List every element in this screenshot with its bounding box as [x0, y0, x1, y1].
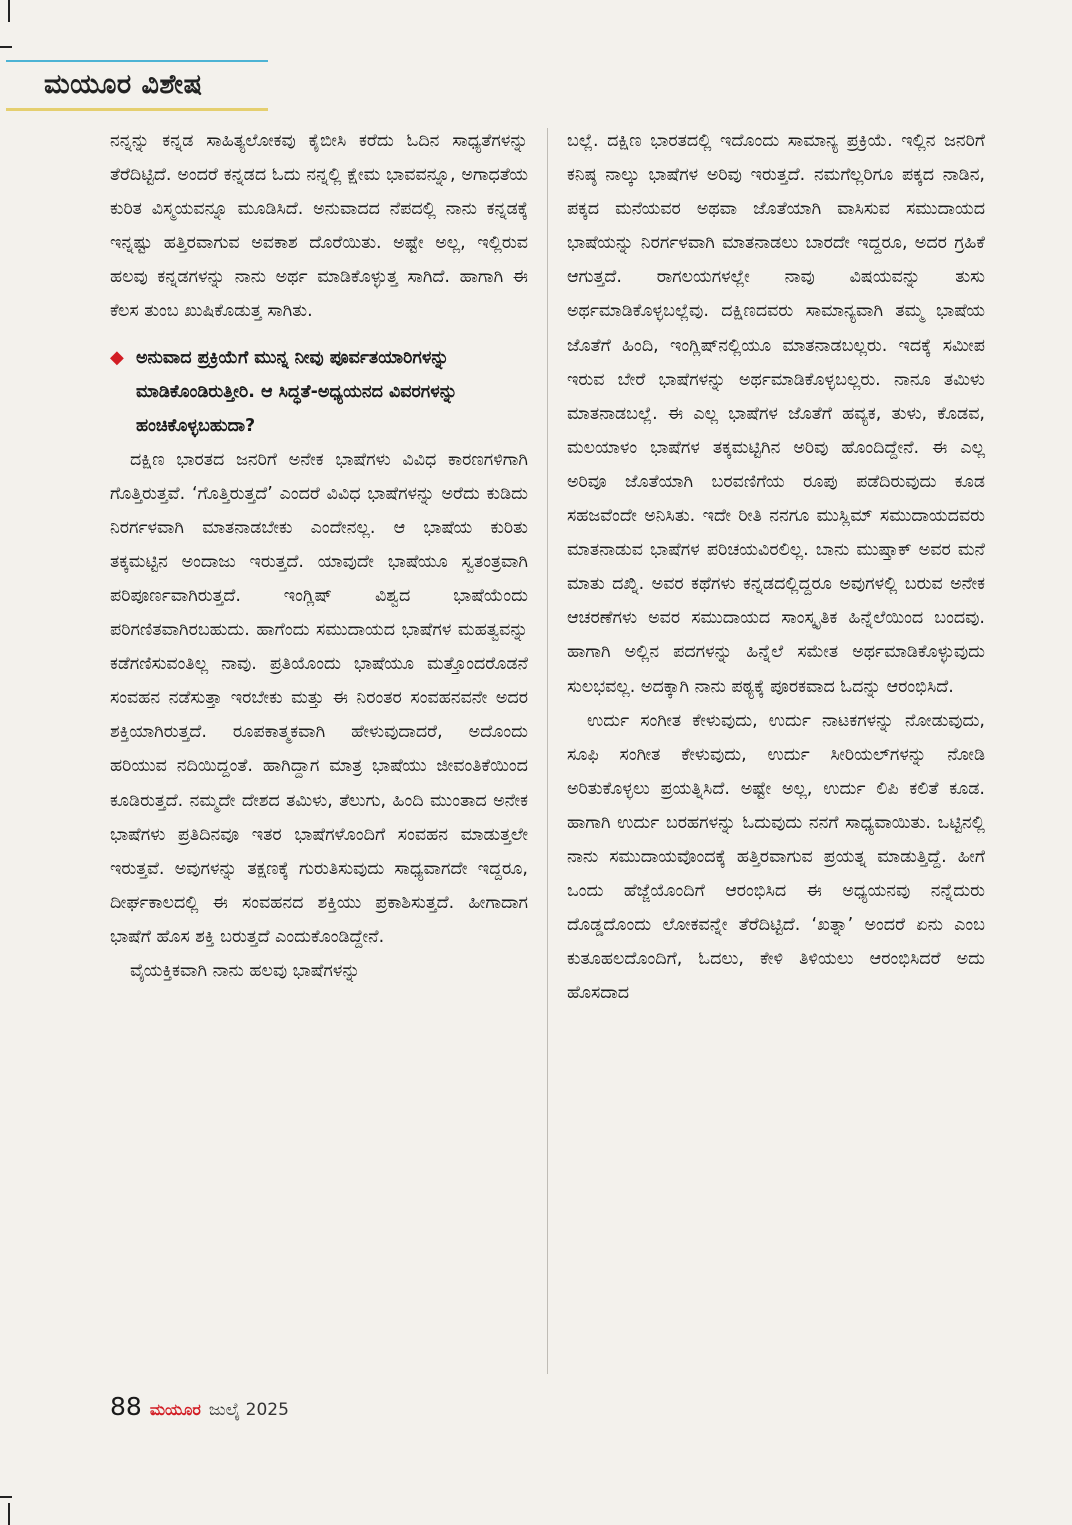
page-number: 88 — [110, 1392, 142, 1421]
left-column — [110, 124, 528, 988]
red-diamond-icon: ◆ — [110, 346, 124, 368]
left-paragraph-3: ವೈಯಕ್ತಿಕವಾಗಿ ನಾನು ಹಲವು ಭಾಷೆಗಳನ್ನು — [130, 960, 361, 981]
section-header — [6, 60, 268, 111]
left-paragraph-2: ದಕ್ಷಿಣ ಭಾರತದ ಜನರಿಗೆ ಅನೇಕ ಭಾಷೆಗಳು ವಿವಿಧ ಕಾರಣಗಳಿಗಾಗಿ ಗೊತ್ತಿರುತ್ತವೆ. ‘ಗೊತ್ತಿರುತ್ತದೆ’ ಎಂದರೆ ವಿವಿಧ ಭಾಷೆಗಳನ್ನು ಅರೆದು ಕುಡಿದು ನಿರರ್ಗಳವಾಗಿ ಮಾತನಾಡಬೇಕು ಎಂದೇನಲ್ಲ. ಆ ಭಾಷೆಯ ಕುರಿತು ತಕ್ಕಮಟ್ಟಿನ ಅಂದಾಜು ಇರುತ್ತದೆ. ಯಾವುದೇ ಭಾಷೆಯೂ ಸ್ವತಂತ್ರವಾಗಿ ಪರಿಪೂರ್ಣವಾಗಿರುತ್ತದೆ. ಇಂಗ್ಲಿಷ್ ವಿಶ್ವದ ಭಾಷೆಯೆಂದು ಪರಿಗಣಿತವಾಗಿರಬಹುದು. ಹಾಗೆಂದು ಸಮುದಾಯದ ಭಾಷೆಗಳ ಮಹತ್ವವನ್ನು ಕಡೆಗಣಿಸುವಂತಿಲ್ಲ ನಾವು. ಪ್ರತಿಯೊಂದು ಭಾಷೆಯೂ ಮತ್ತೊಂದರೊಡನೆ ಸಂವಹನ ನಡೆಸುತ್ತಾ ಇರಬೇಕು ಮತ್ತು ಈ ನಿರಂತರ ಸಂವಹನವನೇ ಅದರ ಶಕ್ತಿಯಾಗಿರುತ್ತದೆ. ರೂಪಕಾತ್ಮಕವಾಗಿ ಹೇಳುವುದಾದರೆ, ಅದೊಂದು ಹರಿಯುವ ನದಿಯಿದ್ದಂತೆ. ಹಾಗಿದ್ದಾಗ ಮಾತ್ರ ಭಾಷೆಯು ಜೀವಂತಿಕೆಯಿಂದ ಕೂಡಿರುತ್ತದೆ. ನಮ್ಮದೇ ದೇಶದ ತಮಿಳು, ತೆಲುಗು, ಹಿಂದಿ ಮುಂತಾದ ಅನೇಕ ಭಾಷೆಗಳು ಪ್ರತಿದಿನವೂ ಇತರ ಭಾಷೆಗಳೊಂದಿಗೆ ಸಂವಹನ ಮಾಡುತ್ತಲೇ ಇರುತ್ತವೆ. ಅವುಗಳನ್ನು ತಕ್ಷಣಕ್ಕೆ ಗುರುತಿಸುವುದು ಸಾಧ್ಯವಾಗದೇ ಇದ್ದರೂ, ದೀರ್ಘಕಾಲದಲ್ಲಿ ಈ ಸಂವಹನದ ಶಕ್ತಿಯು ಪ್ರಕಾಶಿಸುತ್ತದೆ. ಹೀಗಾದಾಗ ಭಾಷೆಗೆ ಹೊಸ ಶಕ್ತಿ ಬರುತ್ತದೆ ಎಂದುಕೊಂಡಿದ್ದೇನೆ. — [110, 449, 528, 947]
question-text: ಅನುವಾದ ಪ್ರಕ್ರಿಯೆಗೆ ಮುನ್ನ ನೀವು ಪೂರ್ವತಯಾರಿಗಳನ್ನು ಮಾಡಿಕೊಂಡಿರುತ್ತೀರಿ. ಆ ಸಿದ್ಧತೆ-ಅಧ್ಯಯನದ ವಿವರಗಳನ್ನು ಹಂಚಿಕೊಳ್ಳಬಹುದಾ? — [136, 347, 458, 436]
crop-mark-left-bottom — [0, 1496, 12, 1498]
page-footer — [110, 1392, 289, 1428]
crop-mark-top — [8, 0, 10, 22]
column-divider — [547, 128, 548, 1374]
magazine-name: ಮಯೂರ — [149, 1400, 201, 1419]
interview-question — [110, 341, 528, 443]
right-column — [567, 124, 985, 1010]
right-paragraph-1: ಬಲ್ಲೆ. ದಕ್ಷಿಣ ಭಾರತದಲ್ಲಿ ಇದೊಂದು ಸಾಮಾನ್ಯ ಪ್ರಕ್ರಿಯೆ. ಇಲ್ಲಿನ ಜನರಿಗೆ ಕನಿಷ್ಠ ನಾಲ್ಕು ಭಾಷೆಗಳ ಅರಿವು ಇರುತ್ತದೆ. ನಮಗೆಲ್ಲರಿಗೂ ಪಕ್ಕದ ನಾಡಿನ, ಪಕ್ಕದ ಮನೆಯವರ ಅಥವಾ ಜೊತೆಯಾಗಿ ವಾಸಿಸುವ ಸಮುದಾಯದ ಭಾಷೆಯನ್ನು ನಿರರ್ಗಳವಾಗಿ ಮಾತನಾಡಲು ಬಾರದೇ ಇದ್ದರೂ, ಅದರ ಗ್ರಹಿಕೆ ಆಗುತ್ತದೆ. ರಾಗಲಯಗಳಲ್ಲೇ ನಾವು ವಿಷಯವನ್ನು ತುಸು ಅರ್ಥಮಾಡಿಕೊಳ್ಳಬಲ್ಲೆವು. ದಕ್ಷಿಣದವರು ಸಾಮಾನ್ಯವಾಗಿ ತಮ್ಮ ಭಾಷೆಯ ಜೊತೆಗೆ ಹಿಂದಿ, ಇಂಗ್ಲಿಷ್‌ನಲ್ಲಿಯೂ ಮಾತನಾಡಬಲ್ಲರು. ಇದಕ್ಕೆ ಸಮೀಪ ಇರುವ ಬೇರೆ ಭಾಷೆಗಳನ್ನು ಅರ್ಥಮಾಡಿಕೊಳ್ಳಬಲ್ಲರು. ನಾನೂ ತಮಿಳು ಮಾತನಾಡಬಲ್ಲೆ. ಈ ಎಲ್ಲ ಭಾಷೆಗಳ ಜೊತೆಗೆ ಹವ್ಯಕ, ತುಳು, ಕೊಡವ, ಮಲಯಾಳಂ ಭಾಷೆಗಳ ತಕ್ಕಮಟ್ಟಿಗಿನ ಅರಿವು ಹೊಂದಿದ್ದೇನೆ. ಈ ಎಲ್ಲ ಅರಿವೂ ಜೊತೆಯಾಗಿ ಬರವಣಿಗೆಯ ರೂಪು ಪಡೆದಿರುವುದು ಕೂಡ ಸಹಜವೆಂದೇ ಅನಿಸಿತು. ಇದೇ ರೀತಿ ನನಗೂ ಮುಸ್ಲಿಮ್ ಸಮುದಾಯದವರು ಮಾತನಾಡುವ ಭಾಷೆಗಳ ಪರಿಚಯವಿರಲಿಲ್ಲ. ಬಾನು ಮುಷ್ತಾಕ್ ಅವರ ಮನೆ ಮಾತು ದಖ್ನಿ. ಅವರ ಕಥೆಗಳು ಕನ್ನಡದಲ್ಲಿದ್ದರೂ ಅವುಗಳಲ್ಲಿ ಬರುವ ಅನೇಕ ಆಚರಣೆಗಳು ಅವರ ಸಮುದಾಯದ ಸಾಂಸ್ಕೃತಿಕ ಹಿನ್ನೆಲೆಯಿಂದ ಬಂದವು. ಹಾಗಾಗಿ ಅಲ್ಲಿನ ಪದಗಳನ್ನು ಹಿನ್ನೆಲೆ ಸಮೇತ ಅರ್ಥಮಾಡಿಕೊಳ್ಳುವುದು ಸುಲಭವಲ್ಲ. ಅದಕ್ಕಾಗಿ ನಾನು ಪಠ್ಯಕ್ಕೆ ಪೂರಕವಾದ ಓದನ್ನು ಆರಂಭಿಸಿದೆ. — [567, 131, 985, 697]
crop-mark-bottom — [8, 1503, 10, 1525]
right-paragraph-2: ಉರ್ದು ಸಂಗೀತ ಕೇಳುವುದು, ಉರ್ದು ನಾಟಕಗಳನ್ನು ನೋಡುವುದು, ಸೂಫಿ ಸಂಗೀತ ಕೇಳುವುದು, ಉರ್ದು ಸೀರಿಯಲ್‌ಗಳನ್ನು ನೋಡಿ ಅರಿತುಕೊಳ್ಳಲು ಪ್ರಯತ್ನಿಸಿದೆ. ಅಷ್ಟೇ ಅಲ್ಲ, ಉರ್ದು ಲಿಪಿ ಕಲಿತೆ ಕೂಡ. ಹಾಗಾಗಿ ಉರ್ದು ಬರಹಗಳನ್ನು ಓದುವುದು ನನಗೆ ಸಾಧ್ಯವಾಯಿತು. ಒಟ್ಟಿನಲ್ಲಿ ನಾನು ಸಮುದಾಯವೊಂದಕ್ಕೆ ಹತ್ತಿರವಾಗುವ ಪ್ರಯತ್ನ ಮಾಡುತ್ತಿದ್ದೆ. ಹೀಗೆ ಒಂದು ಹೆಜ್ಜೆಯೊಂದಿಗೆ ಆರಂಭಿಸಿದ ಈ ಅಧ್ಯಯನವು ನನ್ನೆದುರು ದೊಡ್ಡದೊಂದು ಲೋಕವನ್ನೇ ತೆರೆದಿಟ್ಟಿದೆ. ‘ಖತ್ನಾ’ ಅಂದರೆ ಏನು ಎಂಬ ಕುತೂಹಲದೊಂದಿಗೆ, ಓದಲು, ಕೇಳಿ ತಿಳಿಯಲು ಆರಂಭಿಸಿದರೆ ಅದು ಹೊಸದಾದ — [567, 710, 985, 1004]
crop-mark-left-top — [0, 46, 12, 48]
issue-date: ಜುಲೈ 2025 — [208, 1400, 289, 1420]
section-title: ಮಯೂರ ವಿಶೇಷ — [44, 69, 203, 100]
left-paragraph-1: ನನ್ನನ್ನು ಕನ್ನಡ ಸಾಹಿತ್ಯಲೋಕವು ಕೈಬೀಸಿ ಕರೆದು ಓದಿನ ಸಾಧ್ಯತೆಗಳನ್ನು ತೆರೆದಿಟ್ಟಿದೆ. ಅಂದರೆ ಕನ್ನಡದ ಓದು ನನ್ನಲ್ಲಿ ಕ್ಷೇಮ ಭಾವವನ್ನೂ, ಅಗಾಧತೆಯ ಕುರಿತ ವಿಸ್ಮಯವನ್ನೂ ಮೂಡಿಸಿದೆ. ಅನುವಾದದ ನೆಪದಲ್ಲಿ ನಾನು ಕನ್ನಡಕ್ಕೆ ಇನ್ನಷ್ಟು ಹತ್ತಿರವಾಗುವ ಅವಕಾಶ ದೊರೆಯಿತು. ಅಷ್ಟೇ ಅಲ್ಲ, ಇಲ್ಲಿರುವ ಹಲವು ಕನ್ನಡಗಳನ್ನು ನಾನು ಅರ್ಥ ಮಾಡಿಕೊಳ್ಳುತ್ತ ಸಾಗಿದೆ. ಹಾಗಾಗಿ ಈ ಕೆಲಸ ತುಂಬ ಖುಷಿಕೊಡುತ್ತ ಸಾಗಿತು. — [110, 131, 528, 322]
